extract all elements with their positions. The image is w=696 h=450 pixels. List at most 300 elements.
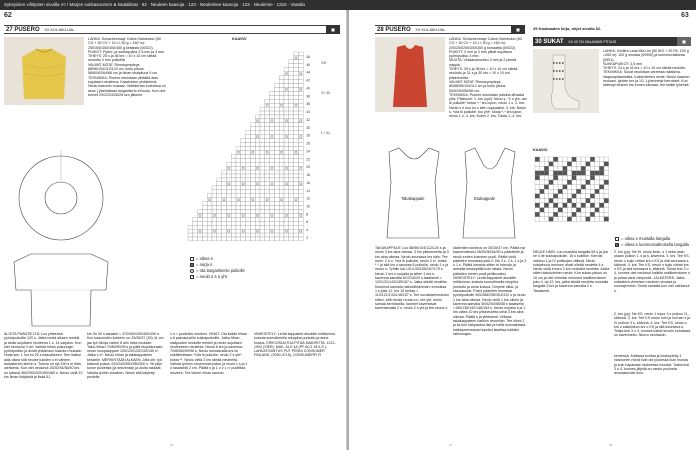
chart-cell (298, 206, 303, 210)
chart-size-label: L / XL (321, 131, 331, 135)
chart-cell (260, 206, 265, 210)
chart-cell (294, 233, 299, 237)
chart-cell (599, 185, 604, 190)
chart-title: KAAVIO (232, 37, 247, 41)
chart-row-label: 14 (306, 188, 310, 193)
chart-cell (274, 87, 279, 91)
chart-cell (284, 91, 289, 95)
chart-cell (298, 115, 303, 119)
chart-cell (274, 95, 279, 99)
chart-cell (294, 143, 299, 147)
chart-cell (298, 60, 303, 64)
chart-cell (572, 157, 577, 162)
chart-cell (284, 87, 289, 91)
chart-cell (231, 213, 236, 217)
chart-cell (250, 209, 255, 213)
chart-cell (599, 208, 604, 213)
chart-cell (540, 198, 545, 203)
chart-cell (241, 206, 246, 210)
chart-cell (236, 170, 241, 174)
chart-cell (289, 198, 294, 202)
chart-cell (284, 76, 289, 80)
chart-cell (581, 162, 586, 167)
chart-cell (193, 229, 198, 233)
chart-cell (279, 194, 284, 198)
chart-cell (270, 194, 275, 198)
chart-cell (246, 146, 251, 150)
left-col2: krs Ss 50 s tasaisin = 370/400/430/460/490 s. Kun kaavioiden kohteen on 33/35/37 (39) 41 cm, jaa työ hihoja varten 8 alin rivita neulaan: Taka-/hihan 70/80/90/99 s ja pätä etupikkurasin; nesto muupaappare 105/120/130/130/150 s*. Jatka 4 s*. Neulo hihan ja takakappaleen keskelle. MERKINTÄÄN ALKAEN: Jätä ohi; työ käännä puikon 220/240/260/280/300 s. Sit jätyt tunne puoleista (ja sekvenssi) ja aloita rakkaat. Vaihda työhin viisainen. Neulo sitä käytetty puolelle. (87, 332, 165, 379)
chart-cell (222, 202, 227, 206)
legend-item (190, 274, 245, 280)
chart-cell (294, 150, 299, 154)
chart-cell (604, 185, 609, 190)
chart-cell (226, 225, 231, 229)
chart-size-label: XS (321, 61, 326, 65)
chart-cell (553, 217, 558, 222)
chart-cell (198, 221, 203, 225)
chart-cell (284, 107, 289, 111)
chart-row-label: 6 (306, 220, 309, 225)
chart-cell (544, 203, 549, 208)
chart-cell (226, 217, 231, 221)
chart-cell (553, 189, 558, 194)
colorwork-chart (533, 155, 619, 235)
chart-cell (226, 213, 231, 217)
chart-cell (294, 206, 299, 210)
chart-cell (544, 171, 549, 176)
chart-row-label: 34 (306, 110, 310, 115)
chart-cell (567, 180, 572, 185)
chart-cell (576, 175, 581, 180)
chart-cell (260, 170, 265, 174)
chart-cell (572, 217, 577, 222)
chart-cell (250, 221, 255, 225)
chart-cell (576, 189, 581, 194)
chart-cell (260, 146, 265, 150)
chart-cell (544, 185, 549, 190)
chart-cell (284, 68, 289, 72)
chart-cell (298, 174, 303, 178)
chart-cell (576, 171, 581, 176)
chart-cell (241, 217, 246, 221)
chart-cell (226, 221, 231, 225)
chart-cell (250, 206, 255, 210)
chart-cell (270, 103, 275, 107)
chart-cell (544, 198, 549, 203)
chart-cell (217, 213, 222, 217)
chart-cell (294, 229, 299, 233)
chart-cell (274, 221, 279, 225)
chart-cell (270, 217, 275, 221)
chart-cell (298, 135, 303, 139)
chart-cell (274, 162, 279, 166)
chart-cell (294, 146, 299, 150)
chart-cell (567, 194, 572, 199)
chart-cell (265, 213, 270, 217)
chart-cell (255, 162, 260, 166)
chart-cell (549, 217, 554, 222)
chart-cell (284, 146, 289, 150)
chart-cell (270, 237, 275, 241)
chart-cell (289, 87, 294, 91)
chart-cell (298, 64, 303, 68)
chart-cell (544, 212, 549, 217)
technique-text: TEKNIIKKA: Sukat neulotaan varressa raitaisina. Vaapuspitaaneista: Kaksivärinen neule: Neulo kaavion mukaan, lyhden krs ja 1/2. Lyhennetyt kerrokset: Kun käännyt kesken krs ennen lukosaa, tee kaikki lyhenkä. (603, 70, 690, 88)
chart-cell (260, 123, 265, 127)
chart-cell (226, 186, 231, 190)
chart-cell (270, 206, 275, 210)
chart-cell (576, 198, 581, 203)
chart-cell (572, 194, 577, 199)
chart-cell (246, 135, 251, 139)
chart-cell (549, 171, 554, 176)
chart-cell (294, 68, 299, 72)
chart-cell (279, 206, 284, 210)
chart-cell (558, 194, 563, 199)
top-navigation-bar[interactable]: Syksyisien villitysten sivuilla ¤¤ / Marjen sukkasuomen & kaulaliinat · 62 · Neuleen kaavoja · 123 · Neulemiee kaavoja · 123 · Neulemie · 1316 · Vasailu (0, 0, 696, 10)
chart-cell (599, 203, 604, 208)
chart-cell (289, 229, 294, 233)
chart-cell (298, 91, 303, 95)
chart-row-label: 8 (306, 212, 309, 217)
chart-cell (270, 186, 275, 190)
chart-cell (284, 190, 289, 194)
chart-cell (586, 175, 591, 180)
chart-cell (549, 189, 554, 194)
pattern-title: 27 PUSERO (6, 27, 40, 33)
title-bar-30 (533, 37, 691, 46)
chart-cell (289, 83, 294, 87)
chart-row-label: 32 (306, 117, 310, 122)
chart-cell (294, 60, 299, 64)
chart-cell (246, 194, 251, 198)
chart-cell (294, 123, 299, 127)
legend-item (615, 242, 689, 248)
chart-cell (604, 208, 609, 213)
chart-cell (294, 174, 299, 178)
chart-cell (260, 107, 265, 111)
chart-cell (298, 139, 303, 143)
chart-cell (549, 157, 554, 162)
chart-cell (549, 185, 554, 190)
chart-cell (567, 175, 572, 180)
chart-cell (581, 175, 586, 180)
chart-cell (250, 143, 255, 147)
chart-cell (294, 166, 299, 170)
chart-cell (260, 221, 265, 225)
chart-cell (284, 95, 289, 99)
chart-cell (193, 217, 198, 221)
chart-cell (193, 237, 198, 241)
chart-cell (595, 212, 600, 217)
chart-cell (563, 171, 568, 176)
chart-cell (540, 185, 545, 190)
chart-cell (576, 157, 581, 162)
chart-cell (265, 111, 270, 115)
chart-cell (581, 157, 586, 162)
right-intro-text (449, 37, 527, 137)
left-page (0, 10, 347, 450)
chart-cell (226, 166, 231, 170)
chart-cell (595, 180, 600, 185)
lace-chart (178, 44, 331, 254)
chart-cell (231, 209, 236, 213)
chart-cell (260, 131, 265, 135)
chart-cell (265, 174, 270, 178)
chart-cell (294, 202, 299, 206)
chart-cell (246, 233, 251, 237)
chart-cell (255, 123, 260, 127)
chart-cell (222, 174, 227, 178)
chart-cell (236, 229, 241, 233)
chart-cell (540, 203, 545, 208)
side-note-title: 29 Kaukaaden kirja, ohjet sivulla 62. (533, 26, 602, 31)
chart-cell (553, 175, 558, 180)
chart-cell (553, 180, 558, 185)
chart-cell (294, 237, 299, 241)
chart-cell (549, 180, 554, 185)
chart-cell (595, 198, 600, 203)
chart-cell (250, 127, 255, 131)
chart-cell (250, 237, 255, 241)
gauge-text: TIHEYS: 25 s ja 36 krs = 10 x 10 cm sileää neulottu 3 mm puikoilla. (88, 54, 157, 63)
socks-col2: 2. krs (yp): Ne KI, neulo kesk- s 1 seka vaan osaan puikon 1. s ja s, kavenna. 3. krs: Tee KS, neulo o kujio virtian krs o KS ja sitä seuraava s, käännä. 4. krs: Tee KS, neulo n kujio virtian krs o KS ja sitä seuraava s, käännä. Toista krsi 3 o 4, kunnes olet neulonut kaikille mallikerroksen s ja palaa varsi väripuolle. JALKATERÄ: Jatka sukkaterä viimeisen neuleen sivussa ja nunnajemmin. Toista samalla kun olet vaihtanut s. (614, 250, 690, 293)
chart-row-label: 20 (306, 165, 310, 170)
chart-cell (586, 166, 591, 171)
chart-row-label: 16 (306, 180, 310, 185)
chart-cell (279, 127, 284, 131)
chart-cell (549, 194, 554, 199)
chart-cell (590, 208, 595, 213)
chart-cell (595, 185, 600, 190)
chart-cell (246, 166, 251, 170)
chart-cell (255, 143, 260, 147)
chart-cell (226, 209, 231, 213)
chart-cell (563, 208, 568, 213)
chart-cell (294, 178, 299, 182)
chart-cell (226, 202, 231, 206)
chart-cell (294, 72, 299, 76)
chart-cell (255, 146, 260, 150)
pattern-title: 30 SUKAT (535, 39, 564, 45)
chart-cell (222, 233, 227, 237)
chart-cell (274, 217, 279, 221)
chart-cell (289, 91, 294, 95)
left-col3: 1 s = puoliniito neuleen. HIHAT: Ota lisään hihan s 8 pakosuneille sukkapuikoille. Jatka hihan sisäpuolen keskelle merkki ja neulo sujuttaen neuleeseen neulehta. Neulo 6 krs ja kavenna: 70/80/84/90/98 s. Neulo seuraavalla krs ks mikäilestitaan: *Ota ik puikolle, neulo 2 s yht*, toista **. Neulo vielä 3 krs sileää neuleelta. Vaihda työhön ohuemmat puikot ja neulo 1 s ja 1 o tasaisesti 2 cm. Päätä s ja 1 o v 1 n: puolittaa neuleen. Tee toinen hihan samoin. (170, 332, 248, 375)
chart-cell (294, 103, 299, 107)
chart-cell (586, 157, 591, 162)
title-bar-27 (4, 25, 340, 34)
chart-cell (265, 233, 270, 237)
chart-cell (222, 198, 227, 202)
chart-cell (558, 166, 563, 171)
chart-cell (279, 233, 284, 237)
chart-cell (298, 162, 303, 166)
chart-cell (284, 162, 289, 166)
chart-cell (289, 225, 294, 229)
chart-cell (294, 76, 299, 80)
chart-cell (581, 212, 586, 217)
chart-cell (279, 174, 284, 178)
chart-cell (231, 178, 236, 182)
chart-cell (241, 174, 246, 178)
socks-photo-art (533, 49, 599, 113)
chart-cell (279, 182, 284, 186)
chart-cell (581, 217, 586, 222)
chart-cell (549, 203, 554, 208)
chart-cell (298, 143, 303, 147)
right-page (349, 10, 696, 450)
chart-cell (289, 103, 294, 107)
chart-cell (236, 225, 241, 229)
chart-cell (274, 178, 279, 182)
chart-cell (241, 178, 246, 182)
chart-cell (294, 186, 299, 190)
chart-cell (289, 107, 294, 111)
chart-cell (207, 206, 212, 210)
chart-cell (250, 146, 255, 150)
chart-cell (236, 217, 241, 221)
chart-cell (595, 157, 600, 162)
chart-cell (298, 68, 303, 72)
chart-cell (289, 95, 294, 99)
chart-cell (241, 237, 246, 241)
chart-cell (540, 171, 545, 176)
chart-cell (207, 221, 212, 225)
chart-cell (207, 213, 212, 217)
chart-cell (284, 213, 289, 217)
chart-cell (274, 150, 279, 154)
right-footer: 67 (449, 443, 453, 447)
chart-cell (549, 162, 554, 167)
chart-cell (270, 119, 275, 123)
chart-cell (289, 60, 294, 64)
chart-cell (236, 158, 241, 162)
chart-cell (279, 213, 284, 217)
chart-cell (289, 119, 294, 123)
chart-cell (222, 194, 227, 198)
chart-cell (274, 229, 279, 233)
chart-cell (279, 229, 284, 233)
chart-cell (241, 150, 246, 154)
chart-cell (236, 237, 241, 241)
chart-cell (298, 87, 303, 91)
chart-cell (284, 127, 289, 131)
camera-icon: ▣ (677, 37, 691, 46)
chart-cell (298, 131, 303, 135)
chart-cell (265, 221, 270, 225)
chart-cell (604, 162, 609, 167)
chart-cell (274, 139, 279, 143)
sweater-photo-art (4, 37, 84, 105)
chart-row-label: 28 (306, 133, 310, 138)
chart-cell (236, 150, 241, 154)
chart-cell (279, 154, 284, 158)
chart-cell (581, 180, 586, 185)
chart-cell (553, 162, 558, 167)
chart-cell (563, 203, 568, 208)
chart-cell (563, 189, 568, 194)
chart-cell (595, 217, 600, 222)
chart-cell (260, 127, 265, 131)
left-intro-text (88, 37, 166, 121)
chart-cell (250, 194, 255, 198)
chart-cell (207, 233, 212, 237)
chart-cell (581, 203, 586, 208)
needles-text: SUKKAPUIKOT: 3,5 mm. (603, 61, 644, 66)
chart-cell (279, 91, 284, 95)
chart-cell (572, 166, 577, 171)
chart-cell (246, 237, 251, 241)
legend-text: = oikea s luonnonvalkoisella langalla (621, 242, 689, 247)
chart-cell (284, 217, 289, 221)
chart-cell (284, 80, 289, 84)
chart-cell (274, 146, 279, 150)
socks-intro-text (603, 49, 691, 141)
chart-cell (260, 115, 265, 119)
chart-cell (207, 225, 212, 229)
chart-cell (572, 189, 577, 194)
chart-cell (265, 158, 270, 162)
chart-cell (279, 198, 284, 202)
chart-cell (549, 175, 554, 180)
chart-cell (265, 154, 270, 158)
chart-cell (572, 212, 577, 217)
chart-cell (202, 237, 207, 241)
chart-cell (595, 208, 600, 213)
chart-cell (265, 127, 270, 131)
chart-cell (236, 213, 241, 217)
chart-cell (563, 212, 568, 217)
chart-cell (590, 162, 595, 167)
gauge-text: TIHEYS: 24 s ja 31 krs = 10 x 10 cm sileää neulottu. (603, 66, 687, 71)
chart-row-label: 12 (306, 196, 310, 201)
chart-cell (246, 217, 251, 221)
chart-cell (250, 170, 255, 174)
chart-cell (231, 225, 236, 229)
chart-cell (260, 202, 265, 206)
chart-cell (558, 175, 563, 180)
chart-cell (188, 233, 193, 237)
chart-cell (217, 217, 222, 221)
chart-cell (298, 194, 303, 198)
chart-cell (535, 194, 540, 199)
chart-cell (202, 229, 207, 233)
chart-cell (294, 190, 299, 194)
chart-cell (270, 174, 275, 178)
chart-cell (279, 150, 284, 154)
chart-cell (284, 174, 289, 178)
left-col4: VIIMEISTELY: Lentä kappaleet aluskille miltäohma, kostuta sumuttimella mirppiha puntutto ja anna kuivua. ERIKOISUUTOA PITÄÄ MAKIRITTA: 1212-1902 (VIER), MAK. ALO 18 (PF ALO 18 ILS ). LANKATOIMITUS PUT PENNI CONSUMER FINLAND, (0050-4715), CONSUMERFI.FI (254, 332, 336, 358)
chart-cell (250, 182, 255, 186)
chart-cell (270, 139, 275, 143)
chart-cell (250, 174, 255, 178)
chart-cell (212, 190, 217, 194)
chart-cell (212, 229, 217, 233)
chart-cell (260, 233, 265, 237)
chart-cell (572, 162, 577, 167)
chart-cell (274, 225, 279, 229)
socks-col4: kentensä. Kaikissa kohtaa ja keskeytetty 1 valvoorien rivinä kuin ole joukessa kuin muista ja kuin hapanaan laskeessa muusta. Toista krsi 3 o 4, kunnes jäljellä on varsin puolesta avonaisuudet sivu. (614, 354, 690, 376)
chart-cell (265, 206, 270, 210)
chart-cell (246, 229, 251, 233)
chart-cell (236, 178, 241, 182)
chart-cell (274, 143, 279, 147)
sizes-text: VALMIIT MITAT: Rinnanympärys: 80/88/96/104/112 cm ja koko pituus 50/52/54/56/58 cm. (449, 79, 506, 93)
chart-cell (590, 194, 595, 199)
chart-cell (544, 189, 549, 194)
chart-cell (231, 221, 236, 225)
